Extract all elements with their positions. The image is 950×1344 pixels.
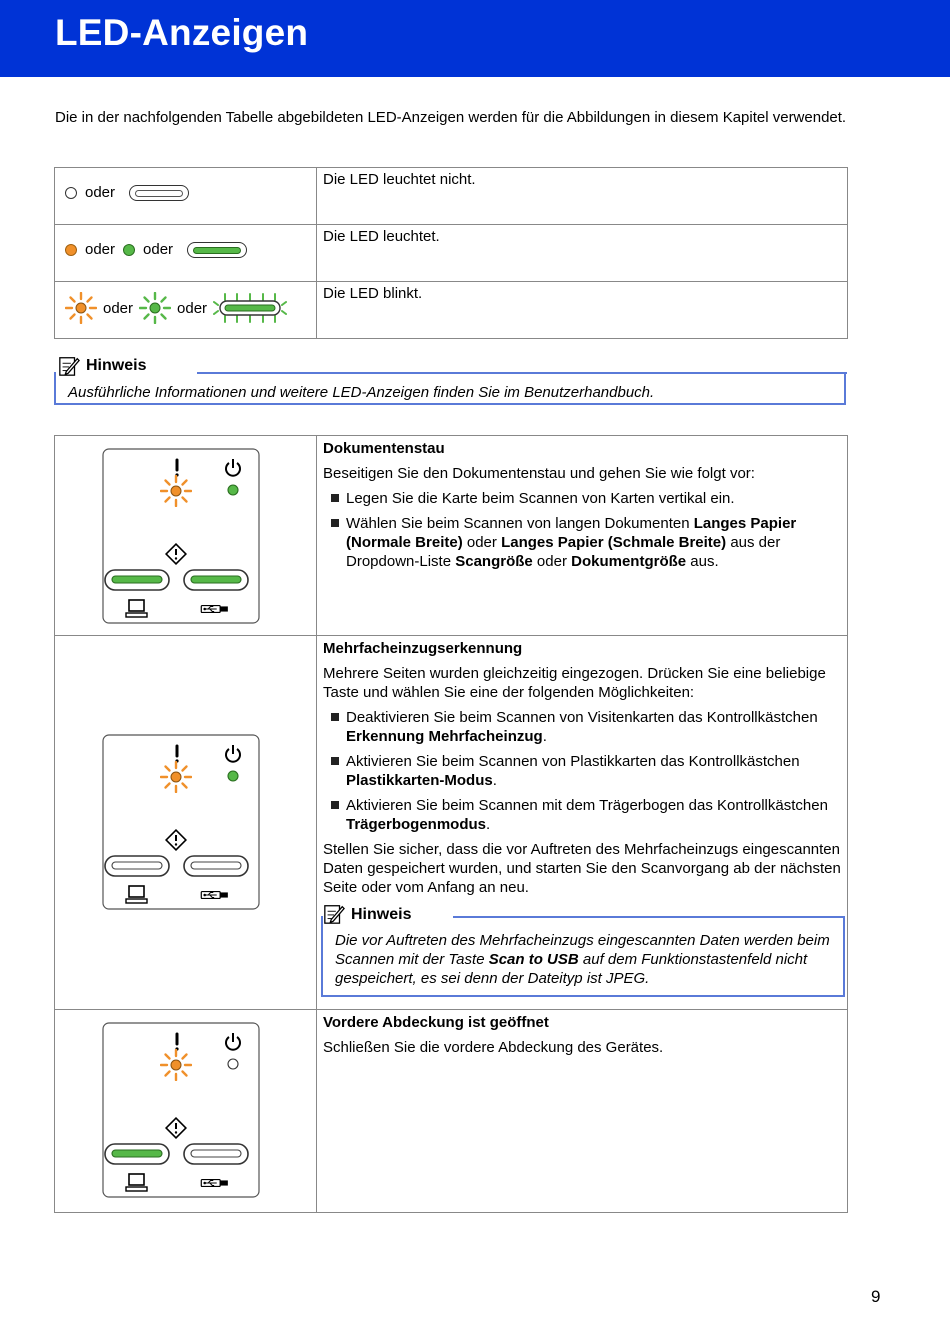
note-pen-icon	[58, 355, 80, 377]
intro-paragraph: Die in der nachfolgenden Tabelle abgebildeten LED-Anzeigen werden für die Abbildungen in diesem Kapitel verwendet.	[55, 109, 847, 126]
power-led-icon	[228, 485, 238, 495]
error-row-multifeed	[55, 636, 848, 1010]
or-label: oder	[143, 241, 174, 258]
error-title: Dokumentenstau	[323, 440, 445, 457]
scan-to-usb-button	[184, 856, 248, 876]
error-exclamation-icon	[175, 746, 178, 763]
led-green-blink-icon	[139, 292, 171, 324]
page-number: 9	[871, 1287, 881, 1306]
usb-icon	[201, 892, 228, 899]
or-label: oder	[177, 299, 208, 317]
scan-to-pc-button	[105, 1144, 169, 1164]
note-heading-label: Hinweis	[351, 905, 412, 923]
legend-desc-off: Die LED leuchtet nicht.	[317, 168, 848, 225]
error-exclamation-icon	[175, 460, 178, 477]
bullet-list	[323, 489, 841, 571]
legend-row-blink	[55, 282, 848, 339]
usb-icon	[201, 606, 228, 613]
note-text: Ausführliche Informationen und weitere LED-Anzeigen finden Sie im Benutzerhandbuch.	[68, 384, 655, 401]
button-green-icon	[187, 242, 247, 258]
list-item: Deaktivieren Sie beim Scannen von Visitenkarten das Kontrollkästchen Erkennung Mehrfacheinzug.	[323, 708, 841, 746]
list-item: Legen Sie die Karte beim Scannen von Karten vertikal ein.	[323, 489, 841, 508]
inner-note	[323, 903, 841, 997]
scan-to-usb-button	[184, 570, 248, 590]
scan-to-pc-button	[105, 856, 169, 876]
error-led-blinking-icon	[161, 1050, 191, 1080]
error-led-blinking-icon	[161, 476, 191, 506]
or-label: oder	[103, 299, 134, 317]
list-item: Aktivieren Sie beim Scannen von Plastikkarten das Kontrollkästchen Plastikkarten-Modus.	[323, 752, 841, 790]
or-label: oder	[85, 241, 116, 258]
pc-icon	[126, 600, 147, 617]
error-table	[54, 435, 848, 1213]
error-intro: Mehrere Seiten wurden gleichzeitig eingezogen. Drücken Sie eine beliebige Taste und wählen Sie eine der folgenden Möglichkeiten:	[323, 665, 826, 701]
control-panel-illustration	[102, 448, 260, 624]
power-led-icon	[228, 771, 238, 781]
usb-icon	[201, 1180, 228, 1187]
led-green-dot-icon	[123, 244, 135, 256]
power-led-icon	[228, 1059, 238, 1069]
button-off-icon	[129, 185, 189, 201]
error-outro: Stellen Sie sicher, dass die vor Auftreten des Mehrfacheinzugs eingescannten Daten gespeichert wurden, und starten Sie den Scanvorgang ab der nächsten Seite oder vom Anfang an neu.	[323, 841, 841, 896]
led-orange-dot-icon	[65, 244, 77, 256]
list-item: Aktivieren Sie beim Scannen mit dem Trägerbogen das Kontrollkästchen Trägerbogenmodus.	[323, 796, 841, 834]
legend-row-on	[55, 225, 848, 282]
error-title: Mehrfacheinzugserkennung	[323, 640, 523, 657]
legend-desc-blink: Die LED blinkt.	[317, 282, 848, 339]
error-intro: Schließen Sie die vordere Abdeckung des Gerätes.	[323, 1039, 664, 1056]
error-led-blinking-icon	[161, 762, 191, 792]
legend-desc-on: Die LED leuchtet.	[317, 225, 848, 282]
button-green-blink-icon	[213, 292, 287, 324]
title-banner	[0, 0, 950, 77]
led-legend-table	[54, 167, 848, 339]
legend-row-off	[55, 168, 848, 225]
note-pen-icon	[323, 903, 345, 925]
page-title: LED-Anzeigen	[55, 12, 309, 53]
error-intro: Beseitigen Sie den Dokumentenstau und gehen Sie wie folgt vor:	[323, 465, 755, 482]
list-item: Wählen Sie beim Scannen von langen Dokumenten Langes Papier (Normale Breite) oder Langes Papier (Schmale Breite) aus der Dropdown-Liste Scangröße oder Dokumentgröße aus.	[323, 514, 841, 571]
note-heading	[58, 355, 146, 377]
bullet-list	[323, 708, 841, 834]
note-rule	[197, 372, 847, 374]
note-heading-label: Hinweis	[86, 357, 147, 374]
scan-to-usb-button	[184, 1144, 248, 1164]
error-row-cover-open	[55, 1010, 848, 1213]
control-panel-illustration	[102, 1022, 260, 1198]
error-title: Vordere Abdeckung ist geöffnet	[323, 1014, 549, 1031]
led-off-dot-icon	[65, 187, 77, 199]
pc-icon	[126, 886, 147, 903]
inner-note-text: Die vor Auftreten des Mehrfacheinzugs eingescannten Daten werden beim Scannen mit der Taste Scan to USB auf dem Funktionstastenfeld nicht gespeichert, es sei denn der Dateityp ist JPEG.	[335, 932, 830, 987]
error-exclamation-icon	[175, 1034, 178, 1051]
led-orange-blink-icon	[65, 292, 97, 324]
error-row-paper-jam	[55, 436, 848, 636]
control-panel-illustration	[102, 734, 260, 910]
scan-to-pc-button	[105, 570, 169, 590]
or-label: oder	[85, 184, 116, 201]
pc-icon	[126, 1174, 147, 1191]
